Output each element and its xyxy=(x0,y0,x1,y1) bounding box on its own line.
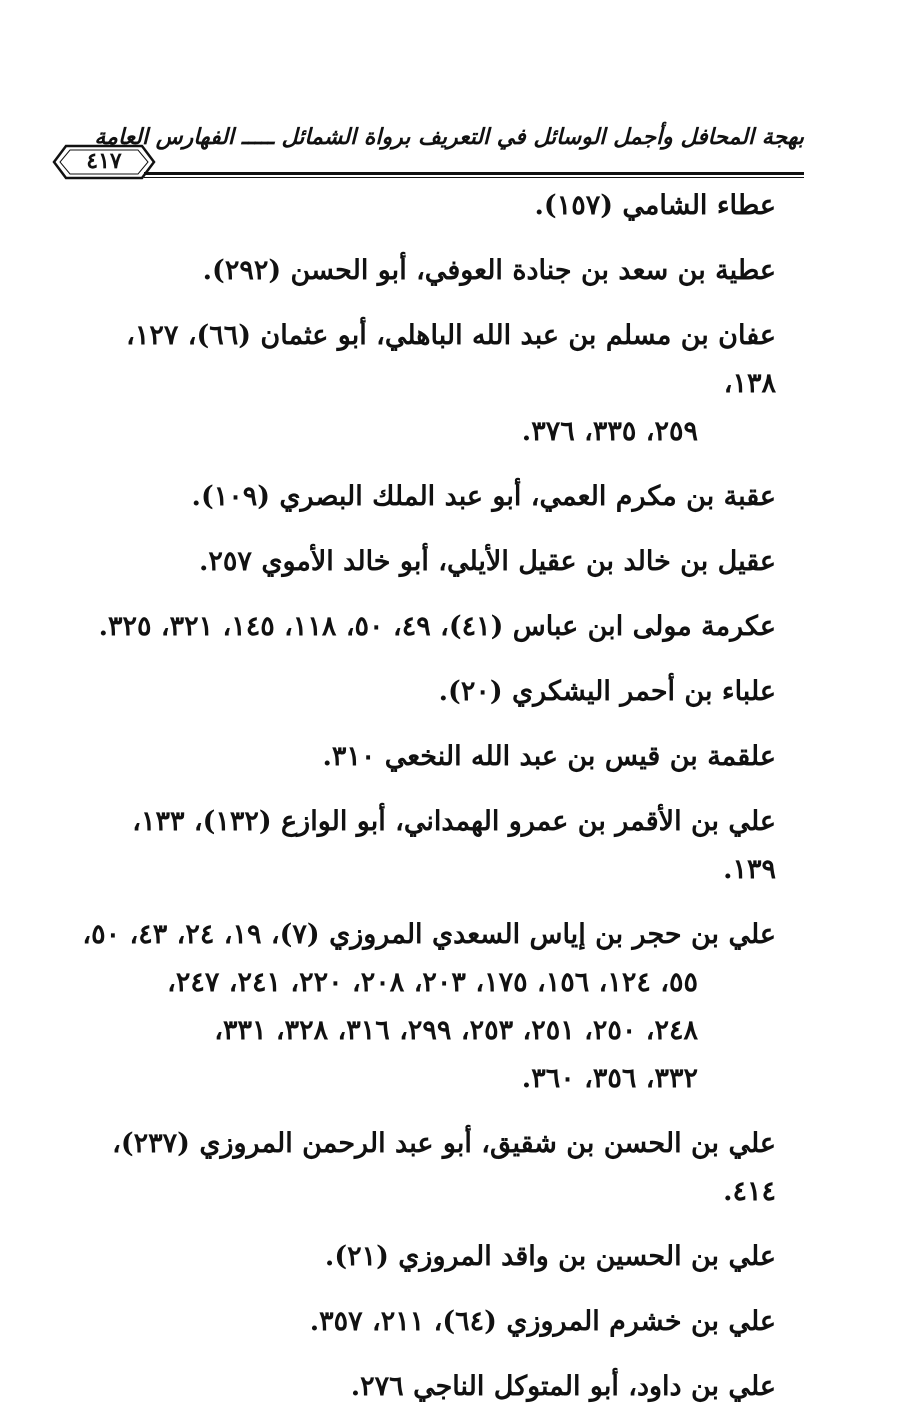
index-entry xyxy=(76,1233,776,1281)
entry-line: عطاء الشامي (١٥٧). xyxy=(534,190,776,221)
entry-line: علي بن حجر بن إياس السعدي المروزي (٧)، ١٩، ٢٤، ٤٣، ٥٠، xyxy=(82,919,776,950)
index-entry xyxy=(76,603,776,651)
index-entry xyxy=(76,733,776,781)
entry-line: عطية بن سعد بن جنادة العوفي، أبو الحسن (٢٩٢). xyxy=(202,255,776,286)
header-rule-thin xyxy=(144,177,804,178)
index-entry xyxy=(76,312,776,456)
entry-line: عقبة بن مكرم العمي، أبو عبد الملك البصري (١٠٩). xyxy=(191,481,776,512)
entry-line: علباء بن أحمر اليشكري (٢٠). xyxy=(438,676,776,707)
entry-line: علي بن الحسين بن واقد المروزي (٢١). xyxy=(324,1241,776,1272)
index-entry xyxy=(76,1120,776,1216)
index-entry xyxy=(76,247,776,295)
index-entries xyxy=(76,182,776,1428)
index-entry xyxy=(76,668,776,716)
index-entry xyxy=(76,182,776,230)
entry-line: عفان بن مسلم بن عبد الله الباهلي، أبو عثمان (٦٦)، ١٢٧، ١٣٨، xyxy=(126,320,776,399)
entry-line: علي بن داود، أبو المتوكل الناجي ٢٧٦. xyxy=(350,1371,776,1402)
entry-line: علي بن خشرم المروزي (٦٤)، ٢١١، ٣٥٧. xyxy=(309,1306,776,1337)
index-entry xyxy=(76,798,776,894)
index-entry xyxy=(76,473,776,521)
entry-line: علقمة بن قيس بن عبد الله النخعي ٣١٠. xyxy=(322,741,776,772)
index-entry xyxy=(76,1298,776,1346)
entry-continuation-line: ٢٥٩، ٣٣٥، ٣٧٦. xyxy=(521,416,698,447)
entry-continuation-line: ٣٣٢، ٣٥٦، ٣٦٠. xyxy=(521,1063,698,1094)
entry-continuation-line: ٢٤٨، ٢٥٠، ٢٥١، ٢٥٣، ٢٩٩، ٣١٦، ٣٢٨، ٣٣١، xyxy=(214,1015,698,1046)
index-entry xyxy=(76,911,776,1103)
entry-continuation-line: ٥٥، ١٢٤، ١٥٦، ١٧٥، ٢٠٣، ٢٠٨، ٢٢٠، ٢٤١، ٢٤٧، xyxy=(167,967,698,998)
page-number: ٤١٧ xyxy=(86,148,122,174)
running-header-title: بهجة المحافل وأجمل الوسائل في التعريف برواة الشمائل ـــــ الفهارس العامة xyxy=(94,124,804,150)
index-entry xyxy=(76,1363,776,1411)
header-rule xyxy=(144,172,804,175)
entry-line: علي بن الأقمر بن عمرو الهمداني، أبو الوازع (١٣٢)، ١٣٣، ١٣٩. xyxy=(132,806,776,885)
entry-line: عقيل بن خالد بن عقيل الأيلي، أبو خالد الأموي ٢٥٧. xyxy=(199,546,776,577)
entry-line: عكرمة مولى ابن عباس (٤١)، ٤٩، ٥٠، ١١٨، ١٤٥، ٣٢١، ٣٢٥. xyxy=(98,611,776,642)
entry-line: علي بن الحسن بن شقيق، أبو عبد الرحمن المروزي (٢٣٧)، ٤١٤. xyxy=(112,1128,776,1207)
index-entry xyxy=(76,538,776,586)
page-header xyxy=(44,120,804,190)
page-number-ornament xyxy=(52,142,156,182)
